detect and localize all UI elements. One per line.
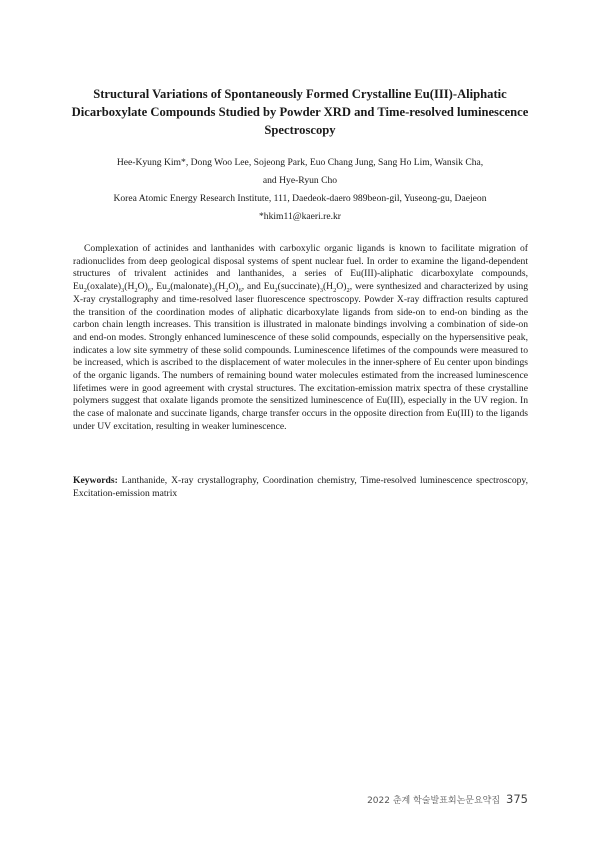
formula-europium-malonate: $Eu_2(malonate)_3(H_2O)_6$: [156, 281, 242, 295]
abstract-text-part-2: synthesized and characterized by using X-ray crystallography and time-resolved laser fluorescence spectroscopy. Powder X-ray diffraction results captured the transition of the coordination modes of aliphatic dicarboxylate ligands from side-on to end-on binding as the carbon chain length increases. This transition is illustrated in malonate bindings involving a combination of side-on and end-on modes. Strongly enhanced luminescence of these solid compounds, especially on the hypersensitive peak, indicates a low site symmetry of these solid compounds. Luminescence lifetimes of the compounds were measured to be increased, which is ascribed to the displacement of water molecules in the inner-sphere of Eu center upon bindings of the organic ligands. The numbers of remaining bound water molecules estimated from the increased luminescence lifetimes were in good agreement with crystal structures. The excitation-emission matrix spectra of these crystalline polymers suggest that oxalate ligands promote the sensitized luminescence of Eu(III), especially in the UV region. In the case of malonate and succinate ligands, charge transfer occurs in the opposite direction from Eu(III) to the ligands under UV excitation, resulting in weaker luminescence.: [73, 281, 528, 432]
abstract-text-part-1: Complexation of actinides and lanthanides with carboxylic organic ligands is known to facilitate migration of radionuclides from deep geological disposal systems of spent nuclear fuel. In order to examine the ligand-dependent structures of trivalent actinides and lanthanides, a series of Eu(III)-aliphatic dicarboxylate compounds,: [73, 243, 528, 280]
page-footer: [367, 792, 528, 806]
corresponding-email: *hkim11@kaeri.re.kr: [258, 211, 341, 222]
formula-europium-succinate: $Eu_2(succinate)_3(H_2O)_2$: [263, 281, 350, 295]
author-list: [70, 154, 530, 190]
keywords-label: Keywords:: [73, 475, 118, 486]
affiliation: Korea Atomic Energy Research Institute, 111, Daedeok-daero 989beon-gil, Yuseong-gu, Daejeon: [113, 193, 487, 204]
page-number: 375: [506, 792, 528, 806]
keywords-paragraph: [73, 475, 528, 500]
abstract-paragraph: Complexation of actinides and lanthanides with carboxylic organic ligands is known to facilitate migration of radionuclides from deep geological disposal systems of spent nuclear fuel. In order to examine the ligand-dependent structures of trivalent actinides and lanthanides, a series of Eu(III)-aliphatic dicarboxylate compounds, $Eu_2(oxalate)_3(H_2O)_6$, $Eu_2(malonate)_3(H_2O)_6$, and $Eu_2(succinate)_3(H_2O)_2$, were synthesized and characterized by using X-ray crystallography and time-resolved laser fluorescence spectroscopy. Powder X-ray diffraction results captured the transition of the coordination modes of aliphatic dicarboxylate ligands from side-on to end-on binding as the carbon chain length increases. This transition is illustrated in malonate bindings involving a combination of side-on and end-on modes. Strongly enhanced luminescence of these solid compounds, especially on the hypersensitive peak, indicates a low site symmetry of these solid compounds. Luminescence lifetimes of the compounds were measured to be increased, which is ascribed to the displacement of water molecules in the inner-sphere of Eu center upon bindings of the organic ligands. The numbers of remaining bound water molecules estimated from the increased luminescence lifetimes were in good agreement with crystal structures. The excitation-emission matrix spectra of these crystalline polymers suggest that oxalate ligands promote the sensitized luminescence of Eu(III), especially in the UV region. In the case of malonate and succinate ligands, charge transfer occurs in the opposite direction from Eu(III) to the ligands under UV excitation, resulting in weaker luminescence.: [73, 243, 528, 432]
formula-europium-oxalate: $Eu_2(oxalate)_3(H_2O)_6$: [73, 281, 152, 295]
keywords-text: Lanthanide, X-ray crystallography, Coordination chemistry, Time-resolved luminescence spectroscopy, Excitation-emission matrix: [73, 475, 528, 499]
authors-line-2: and Hye-Ryun Cho: [262, 175, 338, 186]
paper-title: Structural Variations of Spontaneously Formed Crystalline Eu(III)-Aliphatic Dicarboxylate Compounds Studied by Powder XRD and Time-resolved luminescence Spectroscopy: [71, 87, 529, 137]
authors-line-1: Hee-Kyung Kim*, Dong Woo Lee, Sojeong Park, Euo Chang Jung, Sang Ho Lim, Wansik Cha,: [116, 157, 484, 168]
proceedings-title: 2022 춘계 학술발표회논문요약집: [367, 796, 501, 806]
